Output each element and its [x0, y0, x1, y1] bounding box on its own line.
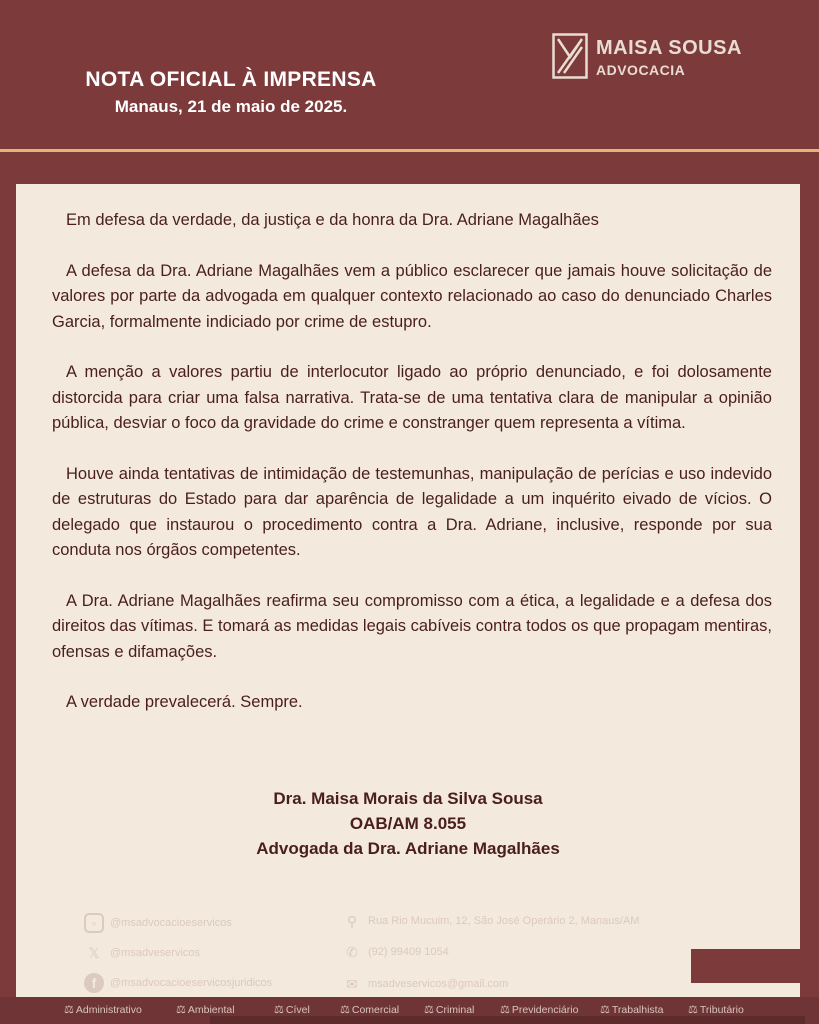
statement-paragraph: A defesa da Dra. Adriane Magalhães vem a público esclarecer que jamais houve solicitação de valores por parte da advogada em qualquer contexto relacionado ao caso do denunciado Charles Garcia, formalmente indiciado por crime de estupro. [52, 261, 772, 331]
statement-paragraph: A Dra. Adriane Magalhães reafirma seu compromisso com a ética, a legalidade e a defesa dos direitos das vítimas. E tomará as medidas legais cabíveis contra todos os que propagam mentiras, ofensas e difamações. [52, 591, 772, 661]
statement-paragraph: Houve ainda tentativas de intimidação de testemunhas, manipulação de perícias e uso indevido de estruturas do Estado para dar aparência de legalidade a um inquérito eivado de vícios. O delegado que instaurou o procedimento contra a Dra. Adriane, inclusive, responde por sua conduta nos órgãos competentes. [52, 464, 772, 559]
signature-role: Advogada da Dra. Adriane Magalhães [256, 839, 560, 858]
statement-paragraph: A menção a valores partiu de interlocutor ligado ao próprio denunciado, e foi dolosamente distorcida para criar uma falsa narrativa. Trata-se de uma tentativa clara de manipular a opinião pública, desviar o foco da gravidade do crime e constranger quem representa a vítima. [52, 363, 772, 432]
practice-area: ⚖ Ambiental [176, 1004, 235, 1016]
gavel-icon: ⚖ [176, 1004, 186, 1016]
signature-block [16, 786, 800, 861]
statement-paragraph: A verdade prevalecerá. Sempre. [66, 693, 303, 711]
phone-text: (92) 99409 1054 [368, 946, 449, 958]
address-text: Rua Rio Mucuim, 12, São José Operário 2, Manaus/AM [368, 915, 640, 927]
practice-area: ⚖ Cível [274, 1004, 310, 1016]
statement-body [52, 208, 772, 741]
signature-name: Dra. Maisa Morais da Silva Sousa [273, 789, 543, 808]
facebook-handle: @msadvocacioeservicosjuridicos [110, 977, 273, 989]
gavel-icon: ⚖ [340, 1004, 350, 1016]
footer-phone[interactable] [342, 942, 449, 962]
gavel-icon: ⚖ [600, 1004, 610, 1016]
statement-heading: Em defesa da verdade, da justiça e da honra da Dra. Adriane Magalhães [66, 211, 599, 229]
practice-area: ⚖ Comercial [340, 1004, 400, 1016]
location-pin-icon: ⚲ [346, 913, 358, 929]
logo-mark-icon [552, 33, 588, 79]
press-note-date: Manaus, 21 de maio de 2025. [114, 97, 348, 116]
footer-address [342, 911, 639, 931]
practice-area: ⚖ Previdenciário [500, 1004, 579, 1016]
press-note-title: NOTA OFICIAL À IMPRENSA [85, 68, 377, 91]
bottom-strip [210, 1016, 805, 1024]
instagram-icon: ◦ [84, 913, 104, 933]
facebook-icon: f [84, 973, 104, 993]
practice-area: ⚖ Trabalhista [600, 1004, 664, 1016]
header-divider [0, 149, 819, 152]
gavel-icon: ⚖ [64, 1004, 74, 1016]
email-icon: ✉ [346, 976, 358, 992]
x-icon: 𝕏 [88, 945, 100, 961]
email-text: msadveservicos@gmail.com [368, 978, 509, 990]
practice-area: ⚖ Criminal [424, 1004, 475, 1016]
firm-logo [552, 33, 762, 83]
footer-email[interactable] [342, 974, 508, 994]
decorative-block [691, 949, 801, 983]
gavel-icon: ⚖ [500, 1004, 510, 1016]
practice-area: ⚖ Administrativo [64, 1004, 142, 1016]
gavel-icon: ⚖ [274, 1004, 284, 1016]
instagram-handle: @msadvocacioeservicos [110, 917, 232, 929]
footer-x[interactable] [84, 943, 200, 963]
signature-oab: OAB/AM 8.055 [349, 814, 467, 833]
practice-area: ⚖ Tributário [688, 1004, 744, 1016]
x-handle: @msadveservicos [110, 947, 201, 959]
logo-name: MAISA SOUSA [596, 37, 742, 59]
gavel-icon: ⚖ [688, 1004, 698, 1016]
logo-subtitle: ADVOCACIA [596, 62, 686, 78]
footer-facebook[interactable] [84, 973, 272, 993]
gavel-icon: ⚖ [424, 1004, 434, 1016]
phone-icon: ✆ [346, 944, 358, 960]
footer-instagram[interactable] [84, 913, 232, 933]
